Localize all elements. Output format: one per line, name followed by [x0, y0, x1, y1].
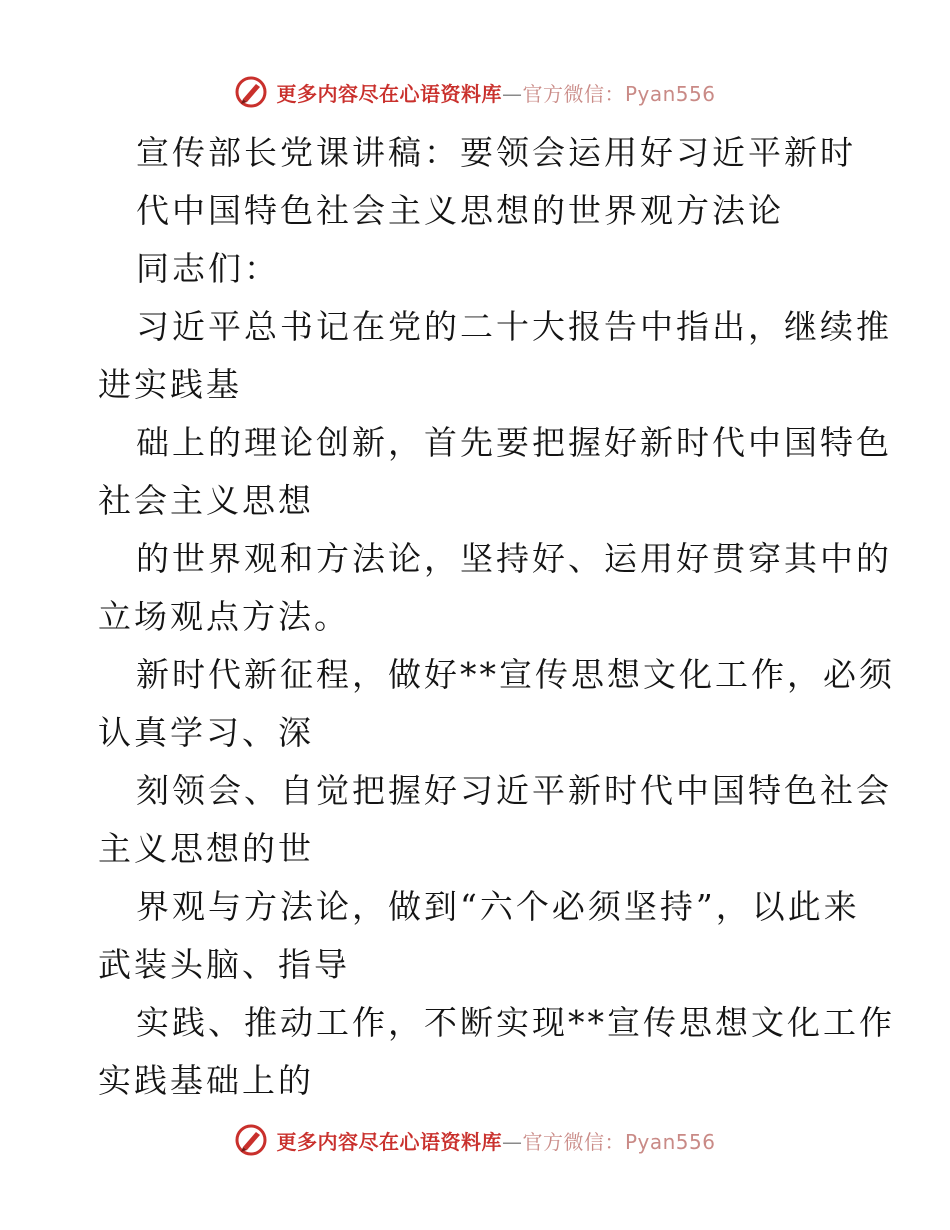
document-title-line-2: 代中国特色社会主义思想的世界观方法论	[136, 191, 784, 230]
paragraph-line: 认真学习、深	[98, 713, 314, 752]
pen-logo-icon	[234, 75, 268, 109]
paragraph-line: 界观与方法论，做到“六个必须坚持”，以此来	[136, 887, 860, 926]
paragraph-line: 进实践基	[98, 365, 242, 404]
banner-tail: 官方微信：Pyan556	[522, 1129, 716, 1154]
paragraph-line: 武装头脑、指导	[98, 945, 350, 984]
paragraph-line: 主义思想的世	[98, 829, 314, 868]
footer-banner	[0, 1120, 950, 1160]
banner-separator: —	[501, 1129, 523, 1154]
header-banner	[0, 72, 950, 112]
banner-text	[276, 1126, 715, 1155]
banner-text	[276, 78, 715, 107]
pen-logo-icon	[234, 1123, 268, 1157]
paragraph-line: 习近平总书记在党的二十大报告中指出，继续推	[136, 307, 892, 346]
banner-lead: 更多内容尽在心语资料库	[276, 1129, 502, 1154]
salutation: 同志们：	[136, 249, 280, 288]
paragraph-line: 新时代新征程，做好**宣传思想文化工作，必须	[136, 655, 895, 694]
banner-tail: 官方微信：Pyan556	[522, 81, 716, 106]
paragraph-line: 社会主义思想	[98, 481, 314, 520]
paragraph-line: 础上的理论创新，首先要把握好新时代中国特色	[136, 423, 892, 462]
document-title-line-1: 宣传部长党课讲稿：要领会运用好习近平新时	[136, 133, 856, 172]
banner-lead: 更多内容尽在心语资料库	[276, 81, 502, 106]
paragraph-lines	[98, 298, 895, 1110]
banner-separator: —	[501, 81, 523, 106]
paragraph-line: 实践基础上的	[98, 1061, 314, 1100]
paragraph-line: 实践、推动工作，不断实现**宣传思想文化工作	[136, 1003, 895, 1042]
paragraph-line: 的世界观和方法论，坚持好、运用好贯穿其中的	[136, 539, 892, 578]
paragraph-line: 刻领会、自觉把握好习近平新时代中国特色社会	[136, 771, 892, 810]
paragraph-line: 立场观点方法。	[98, 597, 350, 636]
document-body	[98, 124, 895, 1110]
